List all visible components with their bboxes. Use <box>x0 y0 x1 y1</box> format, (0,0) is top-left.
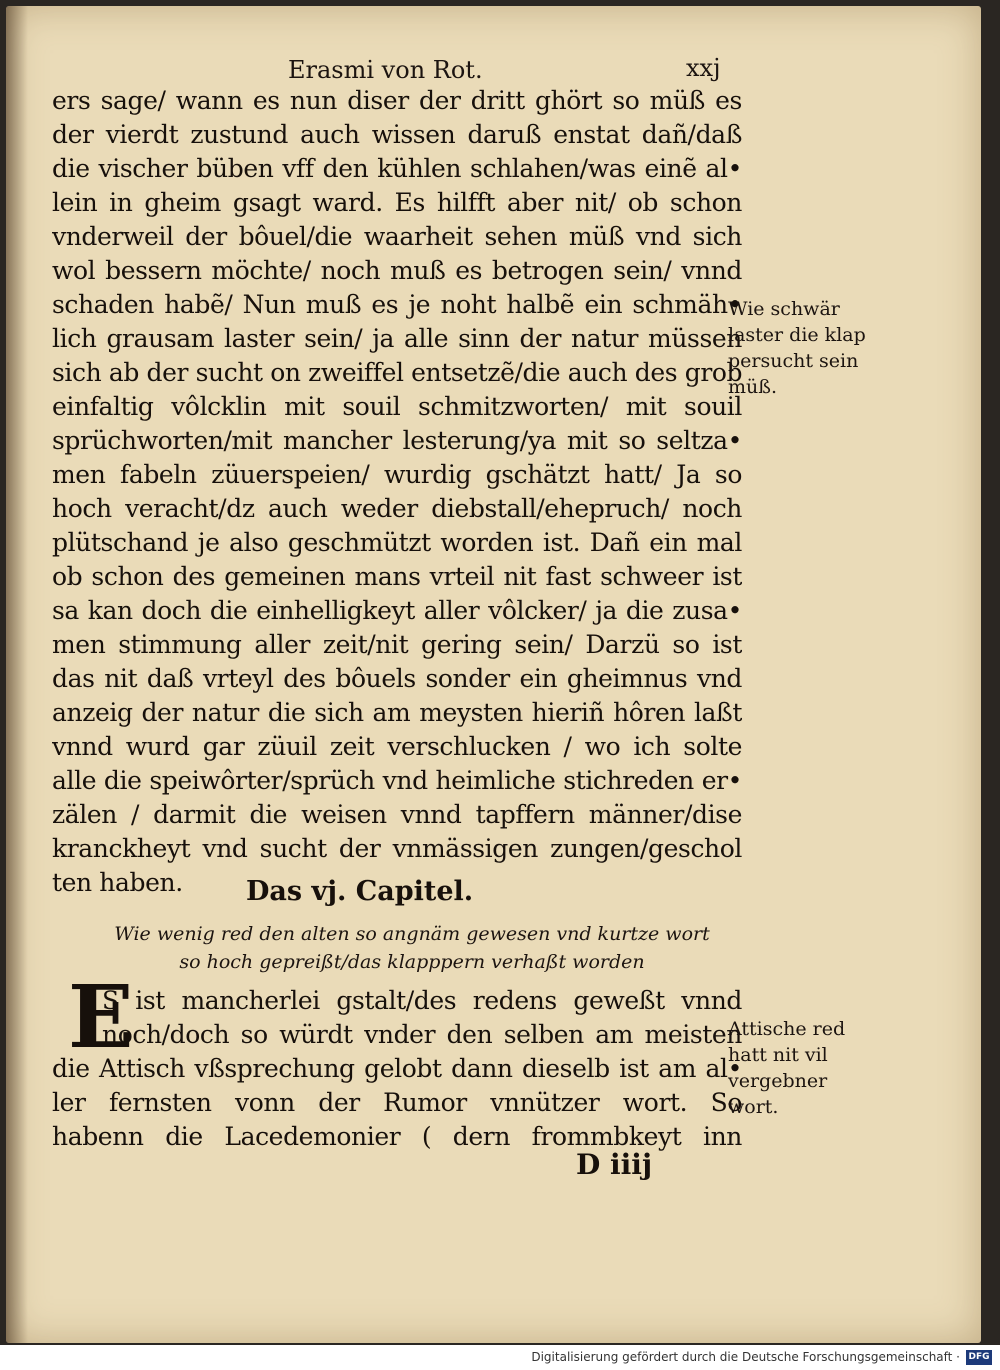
summary-line: so hoch gepreißt/das klapppern verhaßt worden <box>179 951 645 973</box>
text-line: lein in gheim gsagt ward. Es hilfft aber nit/ ob schon <box>52 188 742 217</box>
marginal-line: müß. <box>728 376 777 398</box>
text-line: anzeig der natur die sich am meysten hieriñ hôren laßt <box>52 698 742 727</box>
text-line: vnderweil der bôuel/die waarheit sehen müß vnd sich <box>52 222 742 251</box>
text-line: alle die speiwôrter/sprüch vnd heimliche stichreden er• <box>52 766 742 795</box>
marginal-line: Attische red <box>728 1018 846 1040</box>
text-line: plütschand je also geschmützt worden ist. Dañ ein mal <box>52 528 742 557</box>
drop-cap-initial: E <box>68 967 134 1068</box>
text-line: lich grausam laster sein/ ja alle sinn der natur müssen <box>52 324 742 353</box>
marginal-line: vergebner <box>728 1070 828 1092</box>
text-line: sich ab der sucht on zweiffel entsetzẽ/die auch des grob <box>52 358 742 387</box>
text-line: kranckheyt vnd sucht der vnmässigen zungen/geschol <box>52 834 742 863</box>
text-line: zälen / darmit die weisen vnnd tapffern männer/dise <box>52 800 742 829</box>
text-line: hoch veracht/dz auch weder diebstall/ehepruch/ noch <box>52 494 742 523</box>
main-text-block <box>52 84 742 900</box>
funding-credit: Digitalisierung gefördert durch die Deutsche Forschungsgemeinschaft · <box>531 1350 960 1364</box>
text-line: schaden habẽ/ Nun muß es je noht halbẽ ein schmäh• <box>52 290 742 319</box>
footer-bar <box>0 1345 1000 1370</box>
running-head-title: Erasmi von Rot. <box>288 56 483 84</box>
text-line: wol bessern möchte/ noch muß es betrogen sein/ vnnd <box>52 256 742 285</box>
text-line: der vierdt zustund auch wissen daruß enstat dañ/daß <box>52 120 742 149</box>
marginal-note <box>728 1016 888 1120</box>
text-line: sa kan doch die einhelligkeyt aller vôlcker/ ja die zusa• <box>52 596 742 625</box>
text-line: S ist mancherlei gstalt/des redens geweßt vnnd <box>102 986 742 1015</box>
summary-line: Wie wenig red den alten so angnäm gewesen vnd kurtze wort <box>114 923 710 945</box>
dfg-logo: DFG <box>966 1350 992 1365</box>
marginal-line: hatt nit vil <box>728 1044 828 1066</box>
printer-signature: D iiij <box>576 1148 653 1181</box>
text-line: die Attisch vßsprechung gelobt dann dieselb ist am al• <box>52 1054 742 1083</box>
marginal-line: persucht sein <box>728 350 859 372</box>
text-line: men stimmung aller zeit/nit gering sein/ Darzü so ist <box>52 630 742 659</box>
book-page <box>6 6 981 1343</box>
chapter-summary <box>92 920 732 976</box>
text-line: ers sage/ wann es nun diser der dritt ghört so müß es <box>52 86 742 115</box>
text-line: ten haben. <box>52 868 183 897</box>
folio-number: xxj <box>686 54 721 82</box>
text-line: sprüchworten/mit mancher lesterung/ya mit so seltza• <box>52 426 742 455</box>
binding-shadow <box>6 6 28 1343</box>
text-line: ler fernsten vonn der Rumor vnnützer wort. So <box>52 1088 742 1117</box>
marginal-note <box>728 296 888 400</box>
text-line: das nit daß vrteyl des bôuels sonder ein gheimnus vnd <box>52 664 742 693</box>
chapter-text-block <box>52 967 742 1158</box>
chapter-heading: Das vj. Capitel. <box>246 876 474 907</box>
text-line: die vischer büben vff den kühlen schlahen/was einẽ al• <box>52 154 742 183</box>
text-line: men fabeln züuerspeien/ wurdig gschätzt hatt/ Ja so <box>52 460 742 489</box>
running-head <box>6 48 766 88</box>
text-line: noch/doch so würdt vnder den selben am meisten <box>102 1020 742 1049</box>
marginal-line: Wie schwär <box>728 298 840 320</box>
text-line: habenn die Lacedemonier ( dern frommbkeyt inn <box>52 1122 742 1151</box>
marginal-line: wort. <box>728 1096 779 1118</box>
text-line: ob schon des gemeinen mans vrteil nit fast schweer ist <box>52 562 742 591</box>
marginal-line: laster die klap <box>728 324 866 346</box>
text-line: vnnd wurd gar züuil zeit verschlucken / wo ich solte <box>52 732 742 761</box>
text-line: einfaltig vôlcklin mit souil schmitzworten/ mit souil <box>52 392 742 421</box>
